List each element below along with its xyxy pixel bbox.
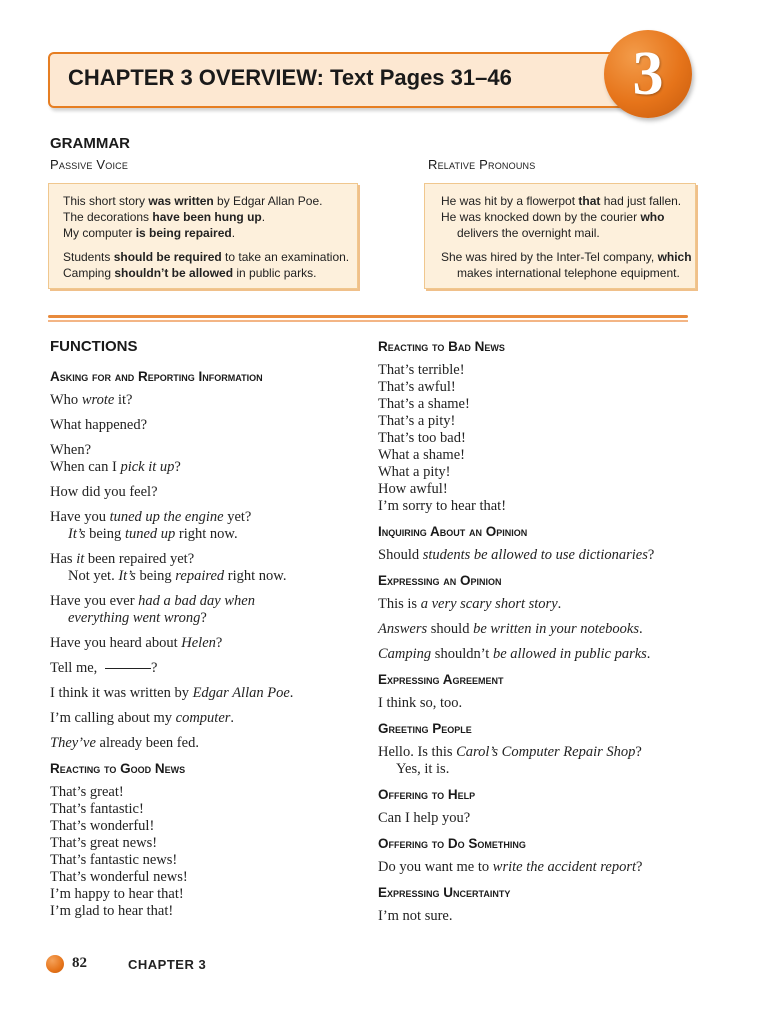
section-label: Expressing Uncertainty: [378, 885, 511, 900]
section-label: Reacting to Bad News: [378, 339, 505, 354]
functions-right-column: [378, 338, 708, 933]
relative-pronouns-box: [424, 183, 696, 289]
example-item: I think so, too.: [378, 695, 463, 711]
example-item: Can I help you?: [378, 810, 471, 826]
grammar-heading: GRAMMAR: [50, 135, 130, 152]
page-bullet-icon: [46, 955, 64, 973]
example-item: I’m calling about my computer.: [50, 710, 235, 726]
relative-pronouns-label: Relative Pronouns: [428, 157, 536, 172]
grammar-example-continued: delivers the overnight mail.: [457, 226, 600, 240]
section-label: Offering to Do Something: [378, 836, 526, 851]
example-item: Camping shouldn’t be allowed in public parks.: [378, 646, 651, 662]
chapter-number-badge: [604, 30, 692, 118]
example-item: How did you feel?: [50, 484, 158, 500]
section-label: Inquiring About an Opinion: [378, 524, 528, 539]
example-item: This is a very scary short story.: [378, 596, 562, 612]
example-item: I’m not sure.: [378, 908, 453, 924]
example-item: Have you heard about Helen?: [50, 635, 223, 651]
section-label: Offering to Help: [378, 787, 476, 802]
divider: [48, 315, 688, 318]
chapter-banner: [48, 52, 648, 108]
example-item: Should students be allowed to use dictionaries?: [378, 547, 655, 563]
section-label: Expressing Agreement: [378, 672, 504, 687]
grammar-example: She was hired by the Inter-Tel company, which: [441, 250, 692, 264]
grammar-example: This short story was written by Edgar Allan Poe.: [63, 194, 323, 208]
example-list: That’s great! That’s fantastic! That’s wonderful! That’s great news! That’s fantastic news! That’s wonderful news! I’m happy to hear that! I’m glad to hear that!: [50, 784, 188, 919]
grammar-example: He was knocked down by the courier who: [441, 210, 665, 224]
page-number: 82: [72, 955, 87, 971]
example-item: They’ve already been fed.: [50, 735, 199, 751]
example-item: I think it was written by Edgar Allan Poe.: [50, 685, 294, 701]
grammar-example-continued: makes international telephone equipment.: [457, 266, 680, 280]
passive-voice-label: Passive Voice: [50, 157, 129, 172]
divider: [48, 320, 688, 322]
example-item: What happened?: [50, 417, 148, 433]
example-item: Do you want me to write the accident report?: [378, 859, 643, 875]
example-item: Has it been repaired yet? Not yet. It’s being repaired right now.: [50, 551, 287, 584]
passive-voice-box: [48, 183, 358, 289]
example-item: Hello. Is this Carol’s Computer Repair Shop? Yes, it is.: [378, 744, 642, 777]
chapter-number: 3: [632, 40, 664, 108]
example-item: Have you tuned up the engine yet? It’s being tuned up right now.: [50, 509, 252, 542]
grammar-example: He was hit by a flowerpot that had just fallen.: [441, 194, 682, 208]
fill-in-blank: [105, 668, 151, 669]
example-item: Have you ever had a bad day when everything went wrong?: [50, 593, 255, 626]
section-label: Reacting to Good News: [50, 761, 186, 776]
functions-heading: FUNCTIONS: [50, 338, 138, 355]
grammar-example: My computer is being repaired.: [63, 226, 236, 240]
page-title: CHAPTER 3 OVERVIEW: Text Pages 31–46: [68, 65, 512, 90]
section-label: Expressing an Opinion: [378, 573, 502, 588]
example-item: Tell me, ?: [50, 660, 158, 676]
example-item: When? When can I pick it up?: [50, 442, 181, 475]
footer-chapter-label: CHAPTER 3: [128, 957, 207, 972]
grammar-example: The decorations have been hung up.: [63, 210, 266, 224]
section-label: Asking for and Reporting Information: [50, 369, 263, 384]
section-label: Greeting People: [378, 721, 472, 736]
functions-left-column: [50, 338, 360, 928]
example-list: That’s terrible! That’s awful! That’s a shame! That’s a pity! That’s too bad! What a shame! What a pity! How awful! I’m sorry to hear that!: [378, 362, 507, 514]
example-item: Answers should be written in your notebooks.: [378, 621, 643, 637]
example-item: Who wrote it?: [50, 392, 133, 408]
grammar-example: Camping shouldn’t be allowed in public parks.: [63, 266, 317, 280]
grammar-example: Students should be required to take an examination.: [63, 250, 350, 264]
